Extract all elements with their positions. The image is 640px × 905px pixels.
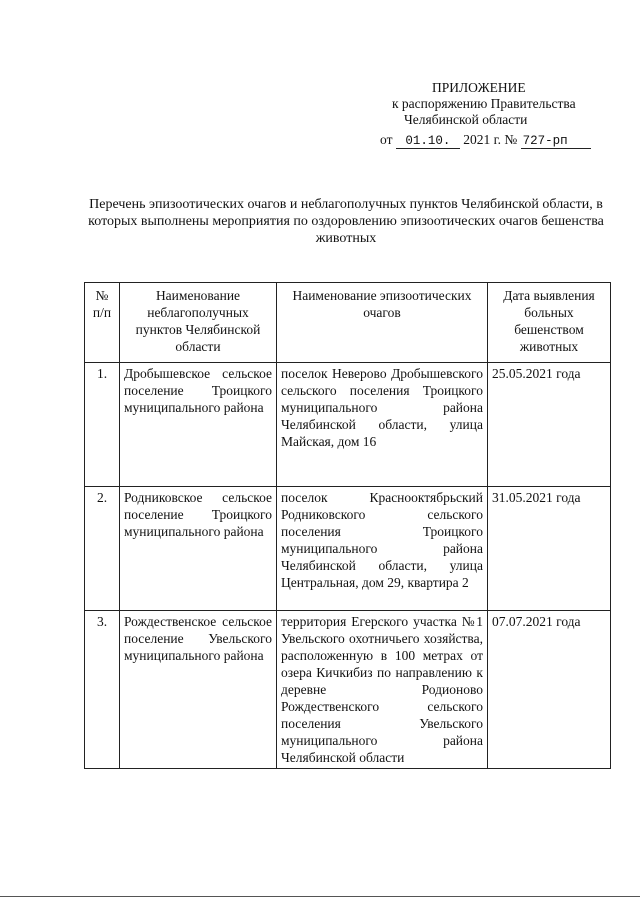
appendix-title: ПРИЛОЖЕНИЕ <box>432 80 526 95</box>
appendix-region-line: Челябинской области <box>404 112 528 127</box>
row-num: 3. <box>85 611 120 769</box>
appendix-block <box>380 80 620 149</box>
row-date: 07.07.2021 года <box>488 611 611 769</box>
row-num: 2. <box>85 487 120 611</box>
header-settlements: Наименование неблагополучных пунктов Челябинской области <box>120 283 277 363</box>
order-number: 727-рп <box>521 134 591 149</box>
row-settlement: Рождественское сельское поселение Увельского муниципального района <box>120 611 277 769</box>
row-settlement: Родниковское сельское поселение Троицкого муниципального района <box>120 487 277 611</box>
header-num: № п/п <box>85 283 120 363</box>
table-header-row <box>85 283 611 363</box>
year-label: 2021 г. № <box>463 132 518 147</box>
table-row <box>85 363 611 487</box>
row-date: 25.05.2021 года <box>488 363 611 487</box>
appendix-date-number-line <box>380 132 620 149</box>
row-num: 1. <box>85 363 120 487</box>
page-bottom-divider <box>0 896 640 897</box>
row-focus: территория Егерского участка №1 Увельского охотничьего хозяйства, расположенную в 100 метрах от озера Кичкибиз по направлению к деревне Родионово Рождественского сельского поселения Увельского муниципального района Челябинской области <box>277 611 488 769</box>
header-foci: Наименование эпизоотических очагов <box>277 283 488 363</box>
row-focus: поселок Неверово Дробышевского сельского поселения Троицкого муниципального района Челябинской области, улица Майская, дом 16 <box>277 363 488 487</box>
document-heading: Перечень эпизоотических очагов и неблагополучных пунктов Челябинской области, в которых выполнены мероприятия по оздоровлению эпизоотических очагов бешенства животных <box>88 197 604 246</box>
order-date: 01.10. <box>396 134 460 149</box>
row-settlement: Дробышевское сельское поселение Троицкого муниципального района <box>120 363 277 487</box>
row-date: 31.05.2021 года <box>488 487 611 611</box>
appendix-order-line: к распоряжению Правительства <box>392 96 576 111</box>
from-label: от <box>380 132 393 147</box>
row-focus: поселок Краснооктябрьский Родниковского сельского поселения Троицкого муниципального района Челябинской области, улица Центральная, дом 29, квартира 2 <box>277 487 488 611</box>
header-date: Дата выявления больных бешенством животных <box>488 283 611 363</box>
table-row <box>85 611 611 769</box>
foci-table <box>84 282 611 769</box>
table-row <box>85 487 611 611</box>
